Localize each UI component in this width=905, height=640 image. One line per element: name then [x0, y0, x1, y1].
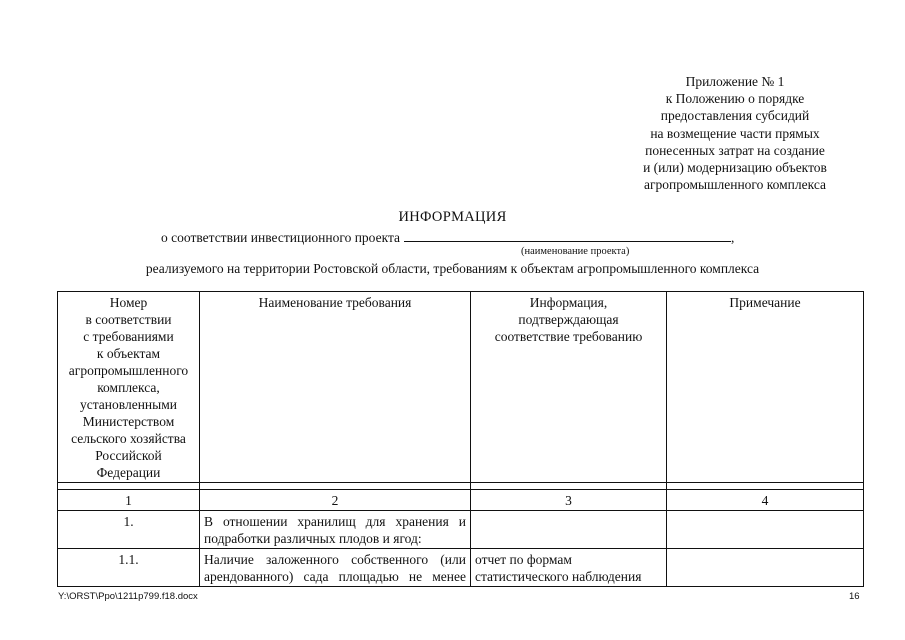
table-row [58, 511, 864, 549]
column-number: 2 [200, 490, 471, 511]
subtitle-line [161, 229, 734, 246]
row-info [471, 511, 667, 549]
table-gap [58, 483, 864, 490]
row-note [667, 511, 864, 549]
row-number: 1. [58, 511, 200, 549]
table-row [58, 549, 864, 587]
row-requirement: Наличие заложенного собственного (или арендованного) сада площадью не менее [200, 549, 471, 587]
appendix-line: агропромышленного комплекса [644, 177, 826, 193]
appendix-line: понесенных затрат на создание [645, 142, 825, 158]
row-number: 1.1. [58, 549, 200, 587]
subtitle-suffix: , [731, 230, 735, 245]
column-number: 1 [58, 490, 200, 511]
project-name-caption: (наименование проекта) [521, 246, 630, 257]
file-path: Y:\ORST\Ppo\1211p799.f18.docx [58, 591, 198, 602]
appendix-line: на возмещение части прямых [650, 125, 820, 141]
header-info: Информация, подтверждающая соответствие требованию [471, 292, 667, 483]
row-info: отчет по формам статистического наблюдения [471, 549, 667, 587]
header-number: Номер в соответствии с требованиями к объектам агропромышленного комплекса, установленными Министерством сельского хозяйства Российской Федерации [58, 292, 200, 483]
appendix-line: Приложение № 1 [685, 74, 785, 89]
page-number: 16 [849, 591, 860, 602]
header-requirement: Наименование требования [200, 292, 471, 483]
requirements-table [57, 291, 864, 587]
subtitle-text: о соответствии инвестиционного проекта [161, 230, 401, 245]
column-number: 3 [471, 490, 667, 511]
document-title: ИНФОРМАЦИЯ [398, 209, 507, 225]
row-requirement: В отношении хранилищ для хранения и подработки различных плодов и ягод: [200, 511, 471, 549]
column-number-row [58, 490, 864, 511]
header-note: Примечание [667, 292, 864, 483]
project-name-blank [404, 229, 731, 242]
region-line: реализуемого на территории Ростовской области, требованиям к объектам агропромышленного комплекса [145, 261, 760, 276]
appendix-line: к Положению о порядке [665, 91, 805, 107]
column-number: 4 [667, 490, 864, 511]
appendix-line: и (или) модернизацию объектов [643, 160, 827, 176]
appendix-line: предоставления субсидий [660, 108, 810, 124]
table-header-row [58, 292, 864, 483]
appendix-block [600, 73, 870, 193]
row-note [667, 549, 864, 587]
